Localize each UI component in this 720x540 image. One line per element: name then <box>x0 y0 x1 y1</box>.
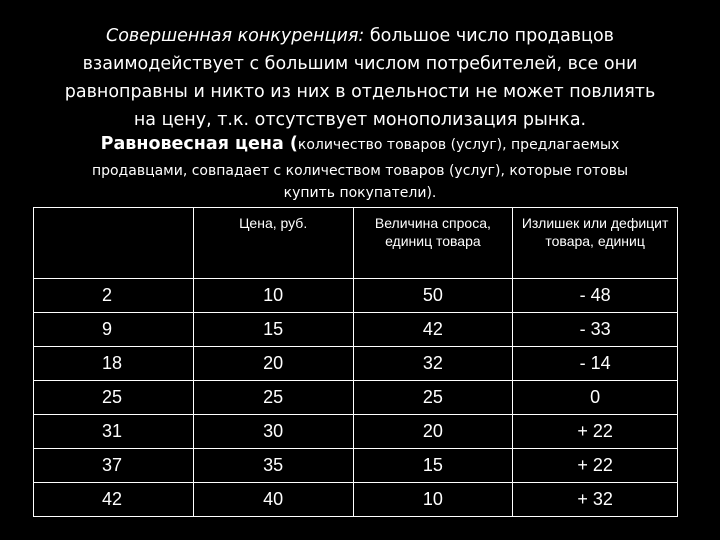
cell-supply: 31 <box>34 415 194 449</box>
cell-demand: 50 <box>353 279 513 313</box>
equilibrium-price-definition <box>40 132 680 157</box>
table-row <box>34 279 678 313</box>
cell-demand: 32 <box>353 347 513 381</box>
cell-price: 10 <box>193 279 353 313</box>
cell-surplus-deficit: + 22 <box>513 415 678 449</box>
cell-price: 30 <box>193 415 353 449</box>
table-row <box>34 449 678 483</box>
equilibrium-line-2: продавцами, совпадает с количеством товаров (услуг), которые готовы <box>91 163 629 179</box>
equilibrium-line-3: купить покупатели). <box>283 185 437 201</box>
supply-demand-table <box>33 207 678 517</box>
definition-line-2: взаимодействует с большим числом потребителей, все они <box>82 54 638 74</box>
table-header-row <box>34 208 678 279</box>
table-row <box>34 381 678 415</box>
cell-demand: 20 <box>353 415 513 449</box>
cell-demand: 25 <box>353 381 513 415</box>
cell-supply: 25 <box>34 381 194 415</box>
table-row <box>34 347 678 381</box>
equilibrium-price-continuation <box>40 160 680 204</box>
cell-surplus-deficit: 0 <box>513 381 678 415</box>
cell-price: 15 <box>193 313 353 347</box>
definition-line-1-rest: большое число продавцов <box>364 26 614 46</box>
header-supply <box>34 208 194 279</box>
cell-price: 35 <box>193 449 353 483</box>
cell-surplus-deficit: + 32 <box>513 483 678 517</box>
cell-price: 40 <box>193 483 353 517</box>
cell-surplus-deficit: - 48 <box>513 279 678 313</box>
cell-supply: 9 <box>34 313 194 347</box>
table-row <box>34 415 678 449</box>
cell-demand: 15 <box>353 449 513 483</box>
cell-demand: 42 <box>353 313 513 347</box>
definition-line-3: равноправны и никто из них в отдельности не может повлиять <box>64 82 656 102</box>
cell-supply: 37 <box>34 449 194 483</box>
table-row <box>34 313 678 347</box>
definition-line-4: на цену, т.к. отсутствует монополизация рынка. <box>133 110 587 130</box>
header-demand: Величина спроса, единиц товара <box>353 208 513 279</box>
cell-demand: 10 <box>353 483 513 517</box>
cell-surplus-deficit: + 22 <box>513 449 678 483</box>
cell-surplus-deficit: - 33 <box>513 313 678 347</box>
perfect-competition-definition <box>40 22 680 134</box>
cell-supply: 42 <box>34 483 194 517</box>
header-surplus-deficit: Излишек или дефицит товара, единиц <box>513 208 678 279</box>
cell-price: 25 <box>193 381 353 415</box>
equilibrium-line-1-rest: количество товаров (услуг), предлагаемых <box>297 137 620 153</box>
cell-supply: 2 <box>34 279 194 313</box>
cell-price: 20 <box>193 347 353 381</box>
cell-surplus-deficit: - 14 <box>513 347 678 381</box>
cell-supply: 18 <box>34 347 194 381</box>
perfect-competition-term: Совершенная конкуренция: <box>106 26 365 46</box>
equilibrium-price-term: Равновесная цена ( <box>100 134 298 154</box>
table-row <box>34 483 678 517</box>
header-price: Цена, руб. <box>193 208 353 279</box>
definition-line-1 <box>40 22 680 50</box>
